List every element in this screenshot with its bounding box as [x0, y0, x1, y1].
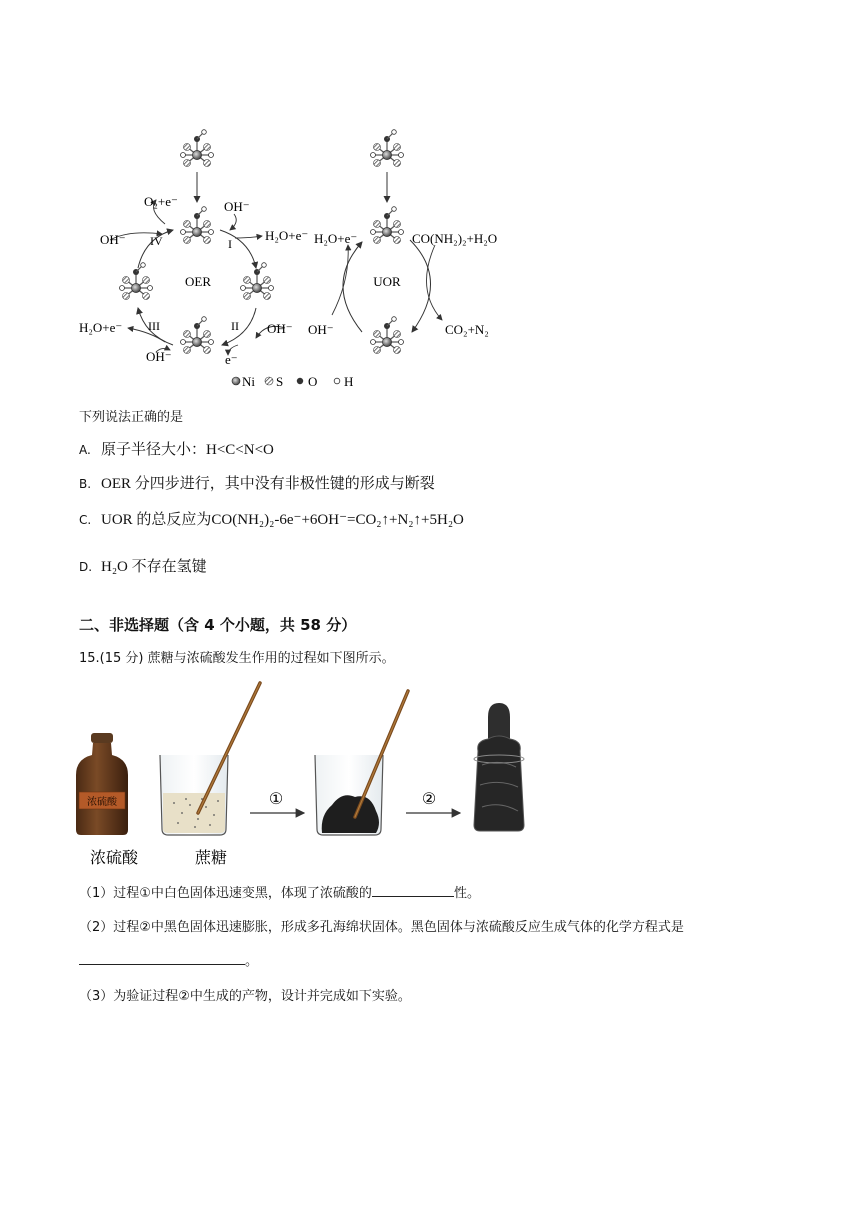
- label-h2o-e-left: H₂O+e⁻: [79, 320, 123, 335]
- step-1-label: ①: [268, 791, 284, 808]
- molecule-uor-1: [371, 207, 404, 244]
- section-title: 二、非选择题（含 4 个小题，共 58 分）: [79, 616, 357, 634]
- mechanism-diagram: [70, 110, 530, 395]
- answer-blank-1[interactable]: [372, 883, 454, 897]
- sub-question-3: （3）为验证过程②中生成的产物，设计并完成如下实验。: [79, 989, 411, 1004]
- sucrose-experiment-figure: [70, 675, 540, 870]
- svg-text:H: H: [344, 374, 354, 389]
- molecule-uor-2: [371, 317, 404, 354]
- oer-label: OER: [185, 274, 211, 289]
- option-a: [79, 438, 274, 459]
- sub-question-1-suffix: 性。: [453, 886, 480, 901]
- label-h2o-e-right: H₂O+e⁻: [265, 228, 309, 243]
- option-b: [79, 472, 435, 493]
- caption-sucrose: 蔗糖: [194, 850, 228, 867]
- option-text: H₂O 不存在氢键: [101, 559, 207, 575]
- beaker-expanded-solid: [474, 703, 524, 831]
- sub-question-1-text: （1）过程①中白色固体迅速变黑，体现了浓硫酸的: [79, 886, 372, 901]
- question-15-stem: 15.(15 分) 蔗糖与浓硫酸发生作用的过程如下图所示。: [79, 651, 395, 666]
- option-d: [79, 555, 207, 576]
- molecule-oer-top: [181, 130, 214, 167]
- molecule-oer-4: [120, 263, 153, 300]
- step-II: II: [231, 319, 239, 333]
- label-uor-oh: OH⁻: [308, 322, 334, 337]
- option-text: UOR 的总反应为CO(NH₂)₂-6e⁻+6OH⁻=CO₂↑+N₂↑+5H₂O: [101, 512, 464, 528]
- option-text: OER 分四步进行，其中没有非极性键的形成与断裂: [101, 476, 435, 492]
- option-letter: D.: [79, 560, 93, 574]
- label-e-bottom: e⁻: [225, 352, 238, 367]
- label-oh-right: OH⁻: [267, 321, 293, 336]
- step-III: III: [148, 319, 160, 333]
- caption-sulfuric-acid: 浓硫酸: [89, 850, 139, 867]
- svg-text:S: S: [276, 374, 284, 389]
- label-o2-e: O₂+e⁻: [144, 194, 178, 209]
- label-uor-h2o-e: H₂O+e⁻: [314, 231, 358, 246]
- sub-question-2-suffix: 。: [245, 954, 259, 969]
- sub-question-2: （2）过程②中黑色固体迅速膨胀，形成多孔海绵状固体。黑色固体与浓硫酸反应生成气体的化学方程式是: [79, 920, 684, 935]
- sub-question-1: [79, 882, 480, 901]
- label-oh-top: OH⁻: [224, 199, 250, 214]
- step-IV: IV: [150, 234, 163, 248]
- step-I: I: [228, 237, 232, 251]
- molecule-oer-1: [181, 207, 214, 244]
- legend: [232, 374, 353, 389]
- option-letter: B.: [79, 477, 92, 491]
- step-2-label: ②: [421, 791, 437, 808]
- option-text: 原子半径大小：H<C<N<O: [101, 442, 274, 458]
- sulfuric-acid-bottle: [76, 733, 128, 835]
- answer-blank-2[interactable]: [79, 951, 245, 965]
- label-uor-reactant: CO(NH₂)₂+H₂O: [412, 231, 498, 246]
- label-uor-products: CO₂+N₂: [445, 322, 489, 337]
- svg-text:Ni: Ni: [242, 374, 255, 389]
- option-letter: A.: [79, 443, 91, 457]
- option-c: [79, 508, 464, 529]
- question-stem: 下列说法正确的是: [79, 410, 184, 425]
- option-letter: C.: [79, 513, 92, 527]
- beaker-black-solid: [315, 691, 408, 835]
- bottle-label: 浓硫酸: [87, 797, 117, 808]
- molecule-oer-2: [241, 263, 274, 300]
- label-oh-left: OH⁻: [100, 232, 126, 247]
- beaker-sugar: [160, 683, 260, 835]
- svg-text:O: O: [308, 374, 318, 389]
- molecule-uor-top: [371, 130, 404, 167]
- label-oh-bottom: OH⁻: [146, 349, 172, 364]
- uor-label: UOR: [373, 274, 401, 289]
- molecule-oer-3: [181, 317, 214, 354]
- sub-question-2-blank-line: [79, 950, 258, 969]
